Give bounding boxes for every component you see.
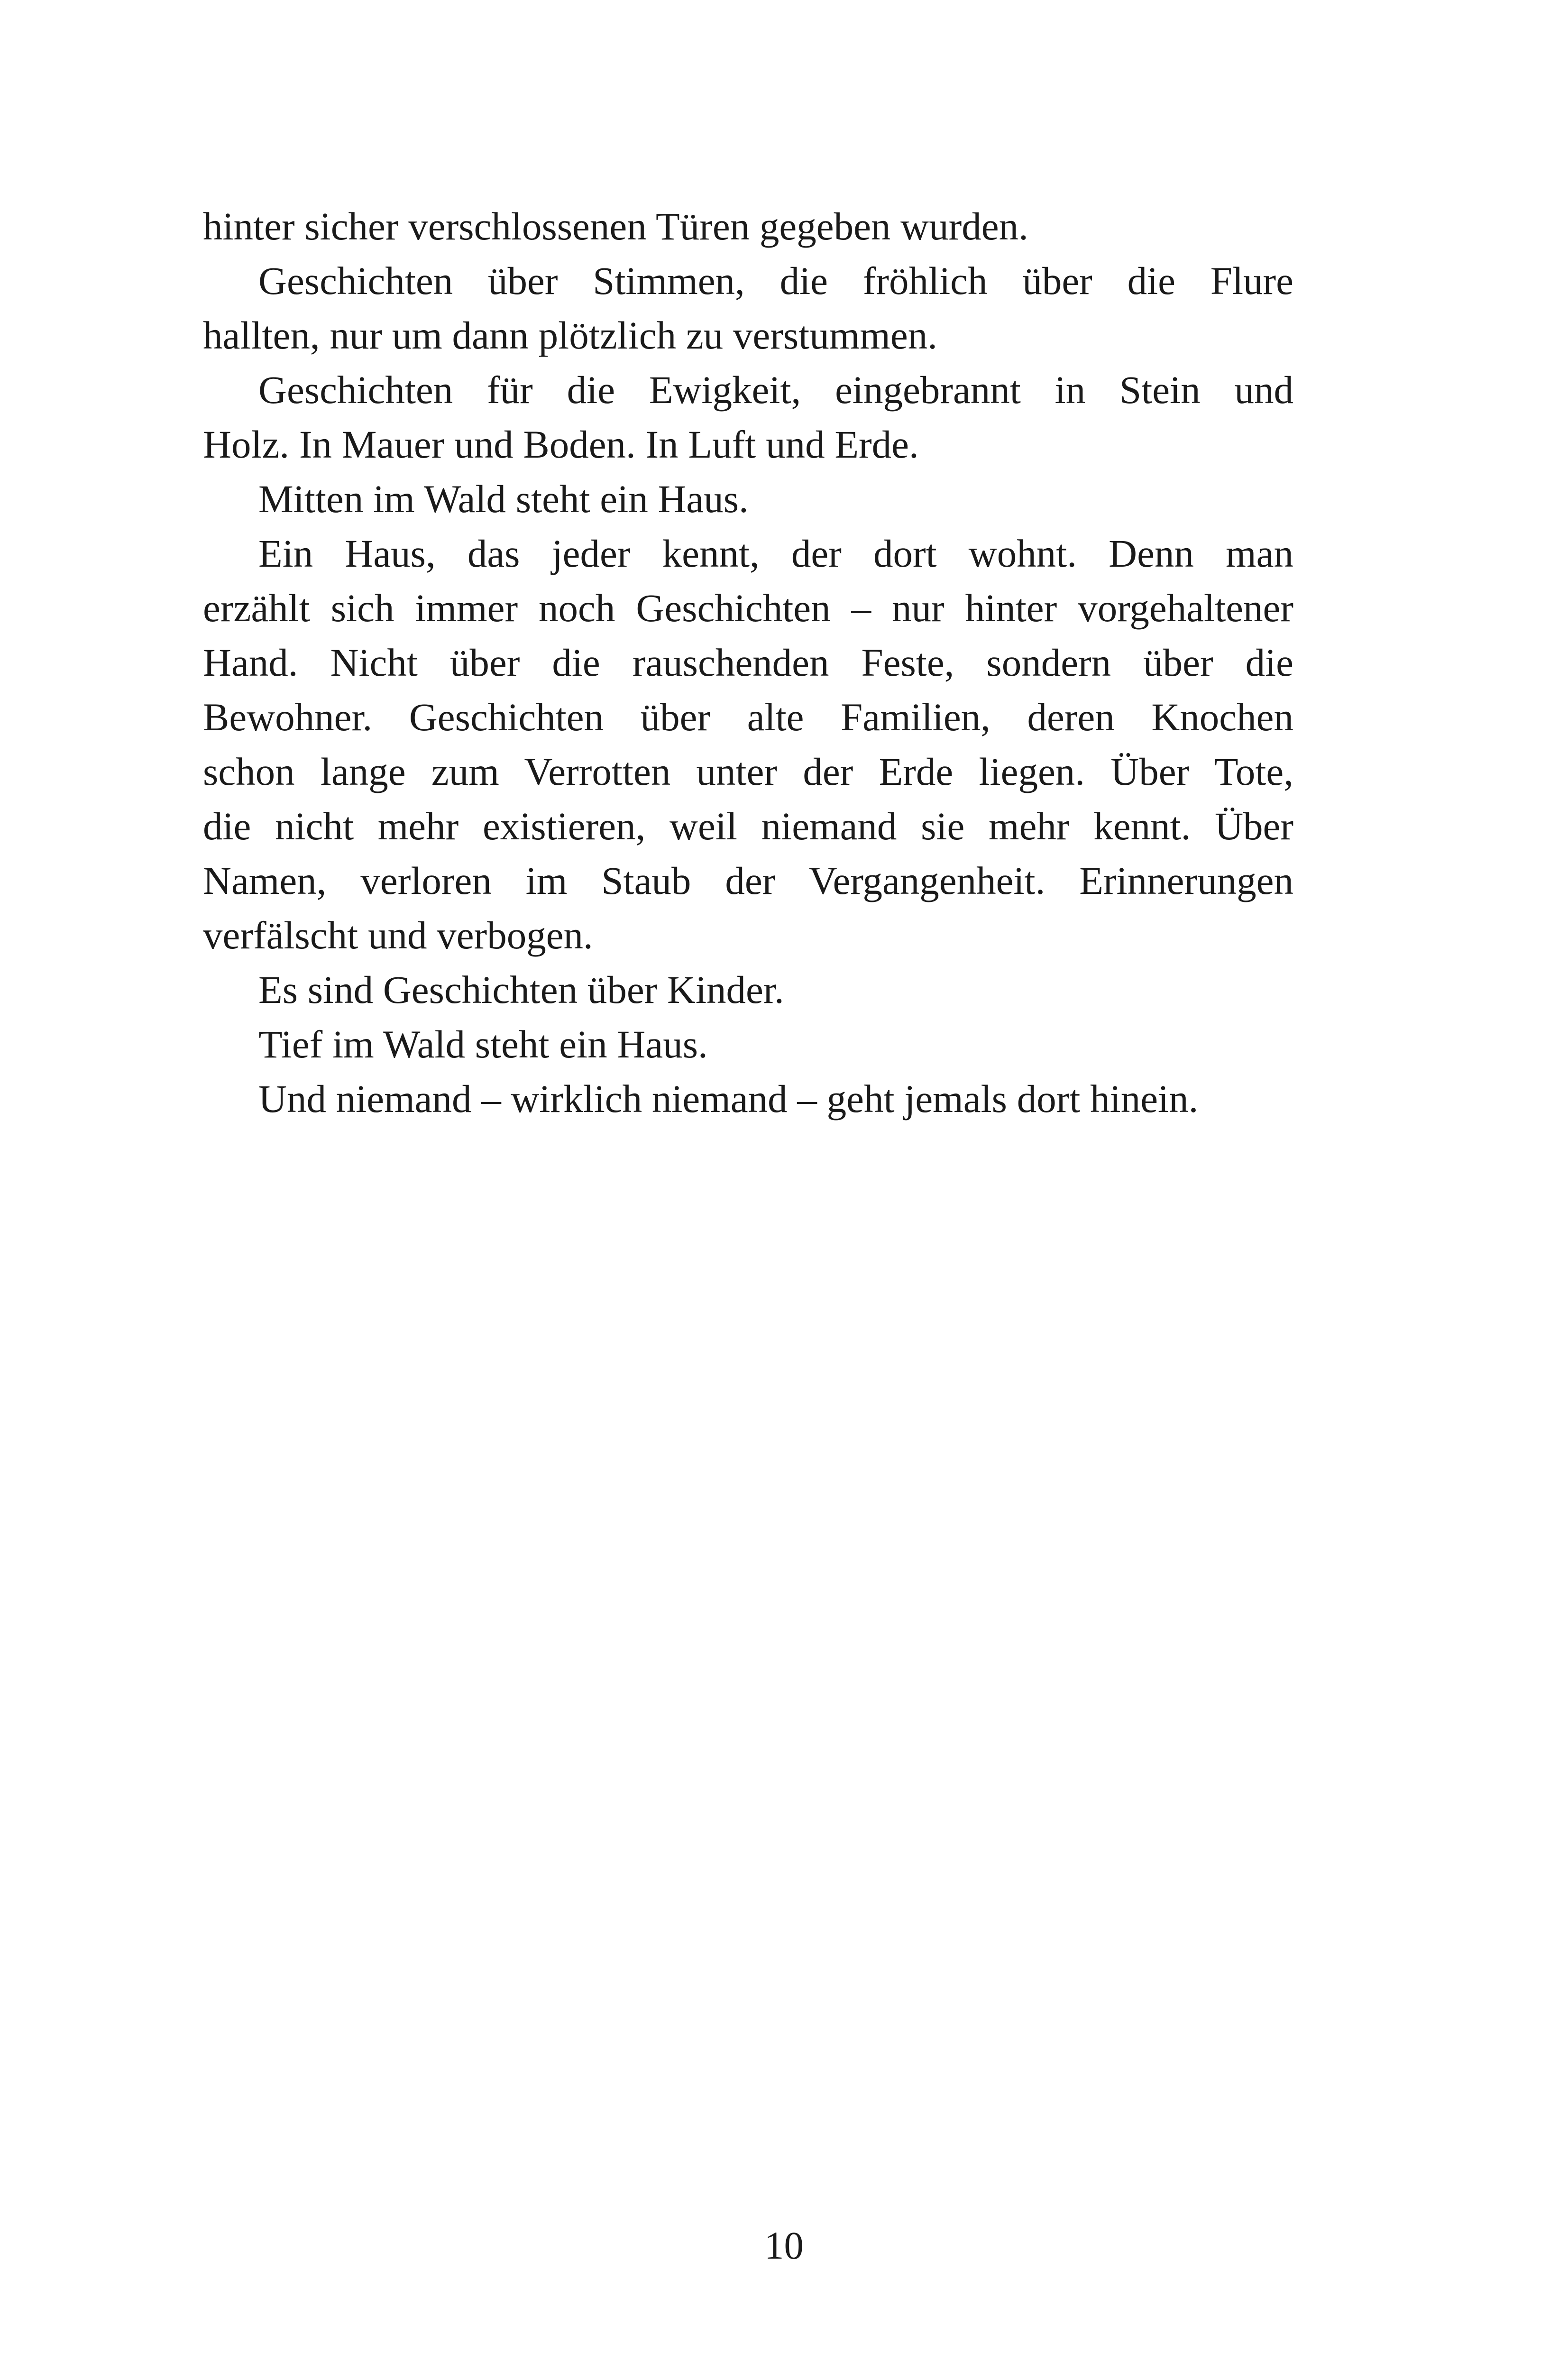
text-line: erzählt sich immer noch Geschichten – nur hinter vorgehaltener [203,586,1293,630]
text-line: Namen, verloren im Staub der Vergangenheit. Erinnerungen [203,859,1293,902]
text-line: schon lange zum Verrotten unter der Erde liegen. Über Tote, [203,750,1293,793]
text-line: verfälscht und verbogen. [203,913,593,957]
text-line: Holz. In Mauer und Boden. In Luft und Erde. [203,423,919,466]
text-line: hallten, nur um dann plötzlich zu verstummen. [203,313,937,357]
text-line: Tief im Wald steht ein Haus. [258,1022,708,1066]
page-number: 10 [764,2224,804,2267]
text-line: Und niemand – wirklich niemand – geht jemals dort hinein. [258,1077,1199,1121]
text-line: Es sind Geschichten über Kinder. [258,968,784,1011]
text-line: Bewohner. Geschichten über alte Familien, deren Knochen [203,695,1293,739]
body-text [203,199,1293,1126]
text-line: Mitten im Wald steht ein Haus. [258,477,749,521]
text-line: Geschichten für die Ewigkeit, eingebrannt in Stein und [258,368,1293,412]
text-line: hinter sicher verschlossenen Türen gegeben wurden. [203,204,1028,248]
text-line: Geschichten über Stimmen, die fröhlich über die Flure [258,259,1293,303]
text-line: die nicht mehr existieren, weil niemand sie mehr kennt. Über [203,804,1293,848]
text-line: Hand. Nicht über die rauschenden Feste, sondern über die [203,641,1293,684]
text-line: Ein Haus, das jeder kennt, der dort wohnt. Denn man [258,532,1293,575]
